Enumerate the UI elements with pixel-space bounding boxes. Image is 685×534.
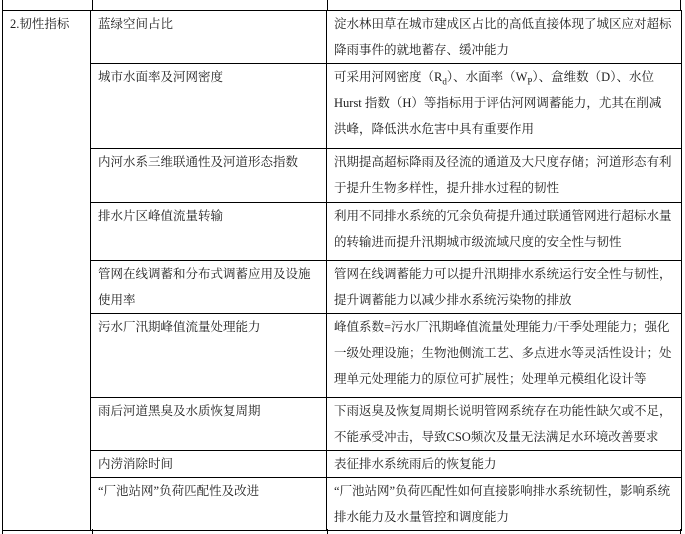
table-row bbox=[3, 314, 682, 398]
indicator-cell: 雨后河道黑臭及水质恢复周期 bbox=[91, 398, 327, 451]
cut-row-border-col1 bbox=[92, 529, 93, 534]
cut-row-border-right bbox=[680, 529, 681, 534]
description-text: ）、盒维数（D）、水位Hurst 指数（H）等指标用于评估河网调蓄能力，尤其在削减洪峰，降低洪水危害中具有重要作用 bbox=[334, 70, 662, 136]
cut-row-border-right bbox=[680, 0, 681, 10]
indicator-cell: 管网在线调蓄和分布式调蓄应用及设施使用率 bbox=[91, 261, 327, 314]
cut-row-border-col2 bbox=[327, 529, 328, 534]
table-row bbox=[3, 261, 682, 314]
table-row bbox=[3, 64, 682, 149]
cut-row-border-left bbox=[2, 0, 3, 10]
indicator-cell: “厂池站网”负荷匹配性及改进 bbox=[91, 478, 327, 531]
cut-row-border-col1 bbox=[92, 0, 93, 10]
indicator-cell: 排水片区峰值流量转输 bbox=[91, 203, 327, 261]
indicator-cell: 城市水面率及河网密度 bbox=[91, 64, 327, 149]
description-cell: 下雨返臭及恢复周期长说明管网系统存在功能性缺欠或不足，不能承受冲击，导致CSO频次及量无法满足水环境改善要求 bbox=[327, 398, 682, 451]
description-cell: 汛期提高超标降雨及径流的通道及大尺度存储；河道形态有利于提升生物多样性，提升排水过程的韧性 bbox=[327, 149, 682, 203]
table-row bbox=[3, 149, 682, 203]
description-cell: 淀水林田草在城市建成区占比的高低直接体现了城区应对超标降雨事件的就地蓄存、缓冲能力 bbox=[327, 11, 682, 64]
section-label-cell: 2.韧性指标 bbox=[3, 11, 91, 531]
description-cell bbox=[327, 64, 682, 149]
description-cell: “厂池站网”负荷匹配性如何直接影响排水系统韧性，影响系统排水能力及水量管控和调度能力 bbox=[327, 478, 682, 531]
description-cell: 表征排水系统雨后的恢复能力 bbox=[327, 451, 682, 478]
indicator-cell: 蓝绿空间占比 bbox=[91, 11, 327, 64]
table-row bbox=[3, 398, 682, 451]
indicator-cell: 内涝消除时间 bbox=[91, 451, 327, 478]
description-cell: 峰值系数=污水厂汛期峰值流量处理能力/干季处理能力；强化一级处理设施；生物池侧流工艺、多点进水等灵活性设计；处理单元处理能力的原位可扩展性；处理单元模组化设计等 bbox=[327, 314, 682, 398]
description-text: 可采用河网密度（R bbox=[334, 70, 443, 84]
cut-row-border-col2 bbox=[327, 0, 328, 10]
table-row bbox=[3, 203, 682, 261]
description-cell: 管网在线调蓄能力可以提升汛期排水系统运行安全性与韧性，提升调蓄能力以减少排水系统污染物的排放 bbox=[327, 261, 682, 314]
table-row bbox=[3, 478, 682, 531]
indicator-cell: 污水厂汛期峰值流量处理能力 bbox=[91, 314, 327, 398]
subscript-p: P bbox=[527, 76, 533, 87]
description-cell: 利用不同排水系统的冗余负荷提升通过联通管网进行超标水量的转输进而提升汛期城市级流域尺度的安全性与韧性 bbox=[327, 203, 682, 261]
indicator-cell: 内河水系三维联通性及河道形态指数 bbox=[91, 149, 327, 203]
description-text: ）、水面率（W bbox=[446, 70, 528, 84]
indicator-table bbox=[2, 10, 682, 531]
table-row bbox=[3, 11, 682, 64]
subscript-d: d bbox=[442, 76, 447, 87]
table-row bbox=[3, 451, 682, 478]
cut-row-border-left bbox=[2, 529, 3, 534]
